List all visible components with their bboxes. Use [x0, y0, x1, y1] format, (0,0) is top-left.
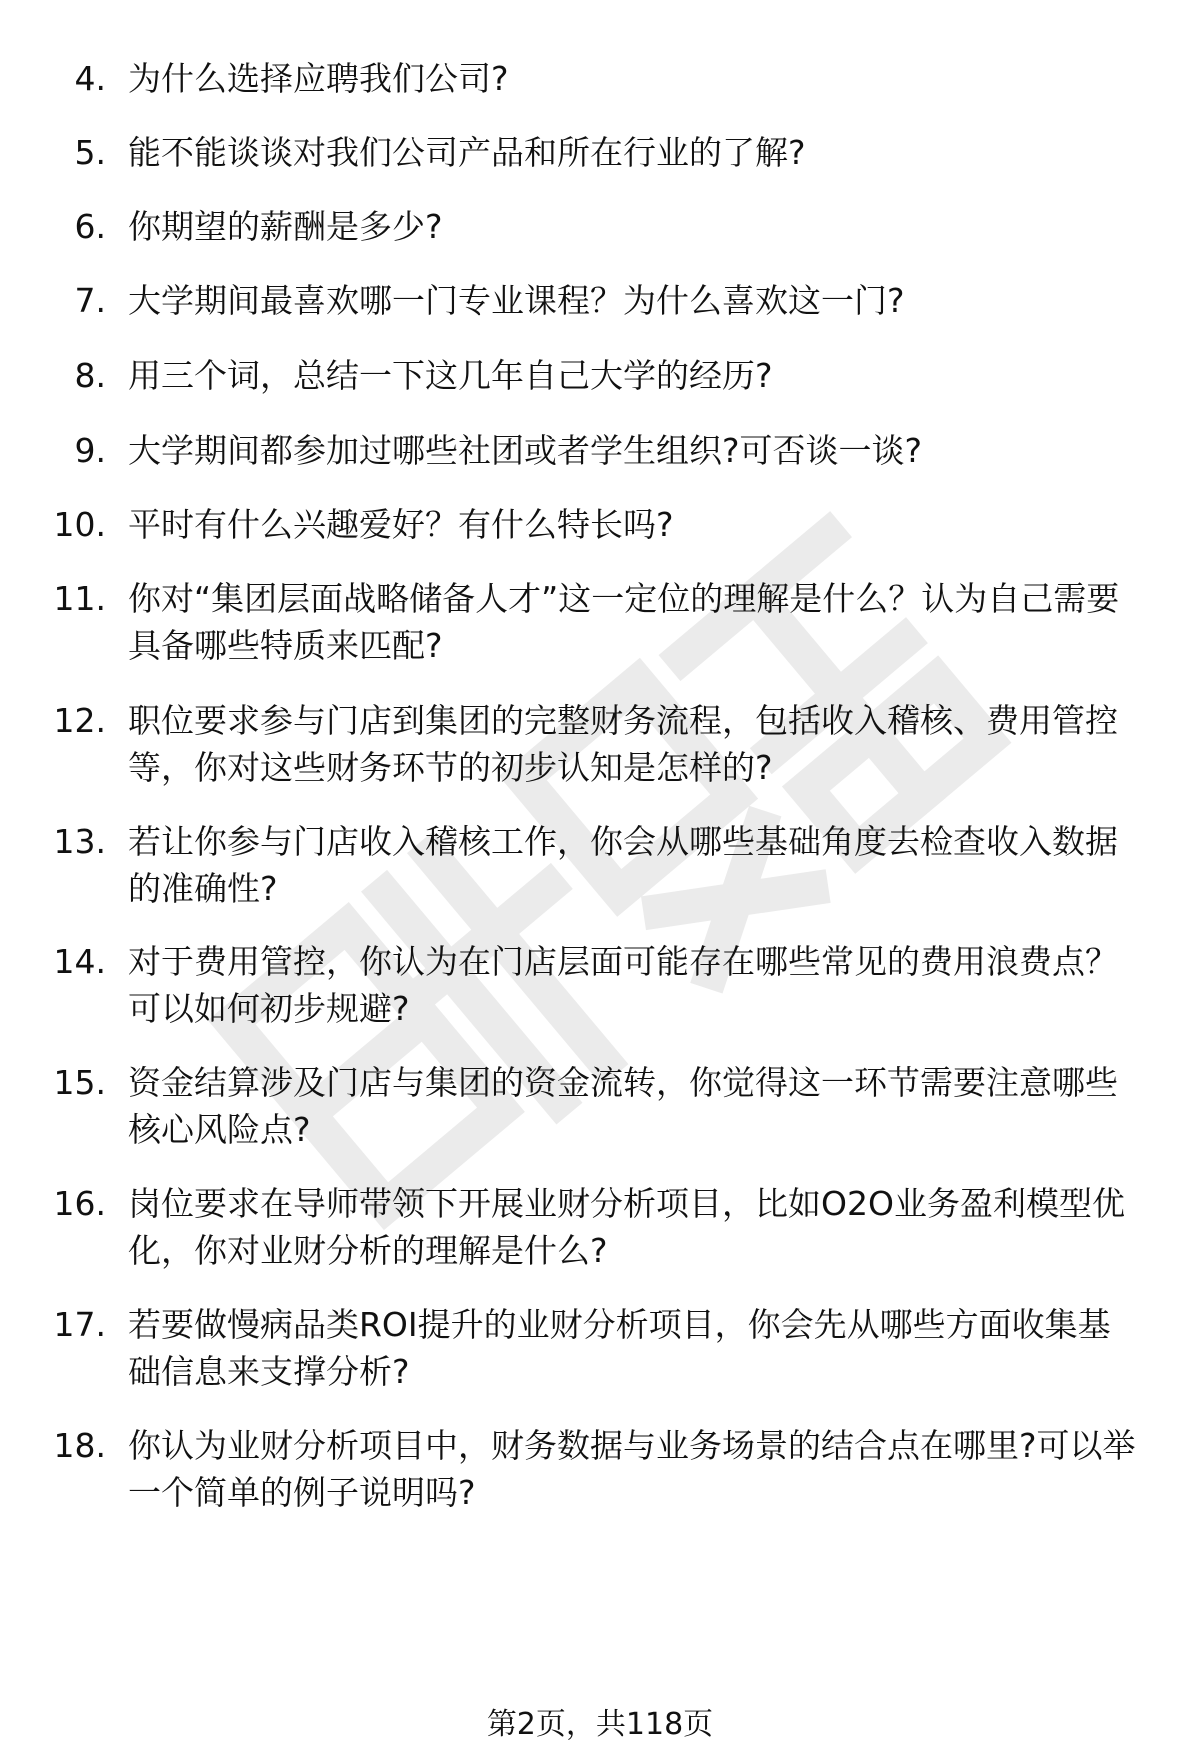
- question-number: 14.: [53, 942, 106, 981]
- question-number: 15.: [53, 1063, 106, 1102]
- question-text: 若要做慢病品类ROI提升的业财分析项目，你会先从哪些方面收集基础信息来支撑分析?: [128, 1305, 1111, 1391]
- question-number: 5.: [74, 133, 106, 172]
- question-text: 你对“集团层面战略储备人才”这一定位的理解是什么？认为自己需要具备哪些特质来匹配?: [128, 579, 1120, 665]
- question-text: 为什么选择应聘我们公司?: [128, 59, 509, 98]
- question-text: 平时有什么兴趣爱好？有什么特长吗?: [128, 505, 674, 544]
- question-number: 17.: [53, 1305, 106, 1344]
- question-text: 资金结算涉及门店与集团的资金流转，你觉得这一环节需要注意哪些核心风险点?: [128, 1063, 1118, 1149]
- question-text: 岗位要求在导师带领下开展业财分析项目，比如O2O业务盈利模型优化，你对业财分析的理解是什么?: [128, 1184, 1125, 1270]
- question-number: 11.: [53, 579, 106, 618]
- question-text: 若让你参与门店收入稽核工作，你会从哪些基础角度去检查收入数据的准确性?: [128, 822, 1118, 908]
- question-number: 4.: [74, 59, 106, 98]
- question-number: 16.: [53, 1184, 106, 1223]
- page-footer: 第2页，共118页: [486, 1707, 714, 1742]
- question-number: 10.: [53, 505, 106, 544]
- question-text: 大学期间最喜欢哪一门专业课程？为什么喜欢这一门?: [128, 281, 905, 320]
- question-text: 你认为业财分析项目中，财务数据与业务场景的结合点在哪里?可以举一个简单的例子说明吗?: [128, 1426, 1136, 1512]
- question-number: 13.: [53, 822, 106, 861]
- question-number: 7.: [74, 281, 106, 320]
- question-number: 9.: [74, 431, 106, 470]
- question-number: 8.: [74, 356, 106, 395]
- question-text: 大学期间都参加过哪些社团或者学生组织?可否谈一谈?: [128, 431, 923, 470]
- question-text: 能不能谈谈对我们公司产品和所在行业的了解?: [128, 133, 806, 172]
- question-number: 6.: [74, 207, 106, 246]
- question-text: 用三个词，总结一下这几年自己大学的经历?: [128, 356, 773, 395]
- question-text: 你期望的薪酬是多少?: [128, 207, 443, 246]
- question-number: 18.: [53, 1426, 106, 1465]
- question-text: 对于费用管控，你认为在门店层面可能存在哪些常见的费用浪费点？可以如何初步规避?: [128, 942, 1118, 1028]
- question-text: 职位要求参与门店到集团的完整财务流程，包括收入稽核、费用管控等，你对这些财务环节的初步认知是怎样的?: [128, 701, 1118, 787]
- question-number: 12.: [53, 701, 106, 740]
